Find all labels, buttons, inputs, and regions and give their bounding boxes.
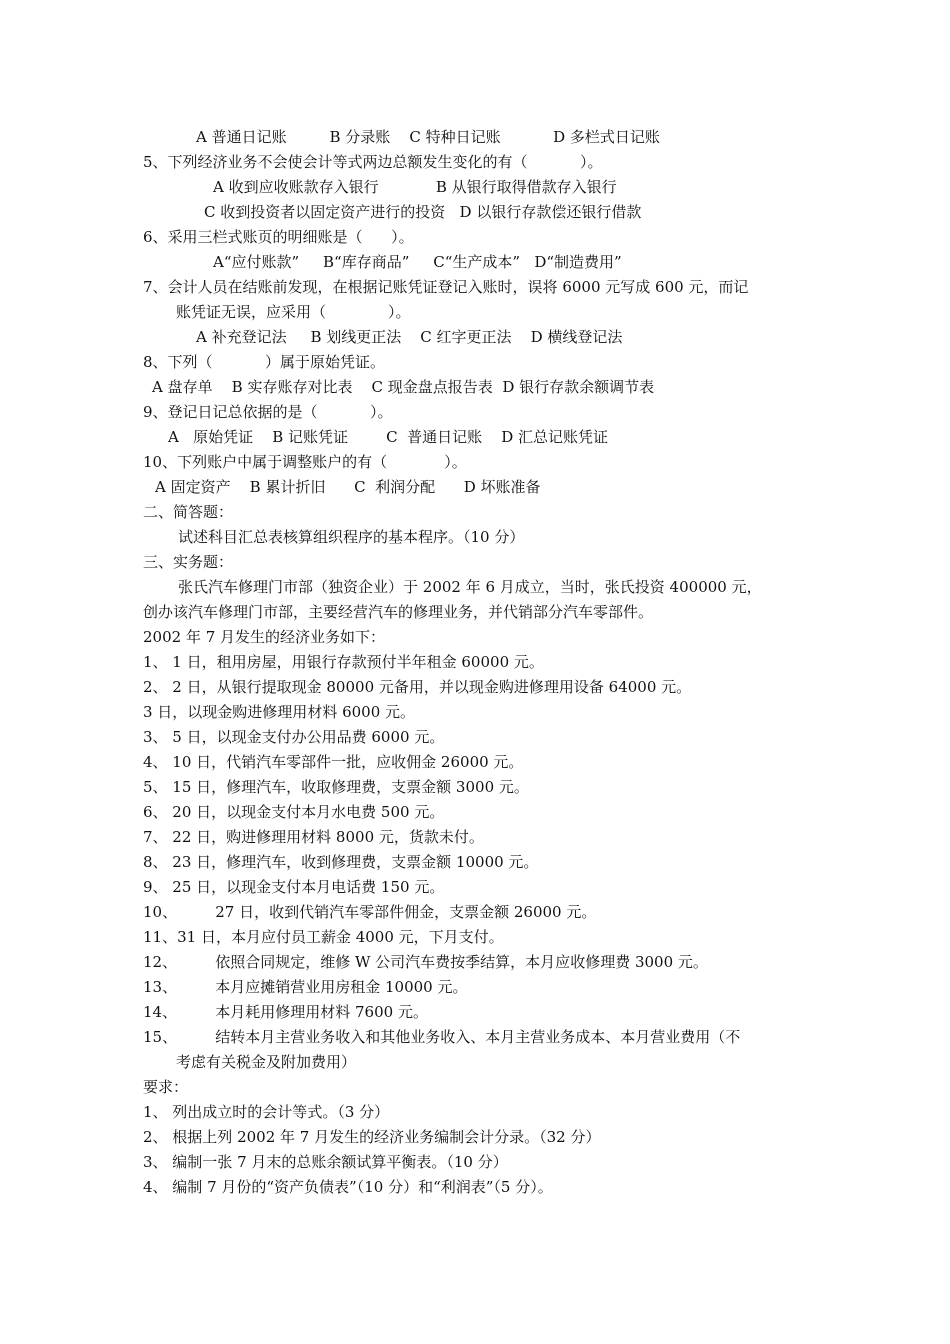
q5-options-line2: C 收到投资者以固定资产进行的投资 D 以银行存款偿还银行借款: [204, 203, 642, 221]
requirements-heading: 要求：: [143, 1078, 189, 1096]
q7-stem-line1: 7、会计人员在结账前发现，在根据记账凭证登记入账时，误将 6000 元写成 600 元，而记: [143, 278, 749, 296]
requirement-line: 4、 编制 7 月份的“资产负债表”（10 分）和“利润表”（5 分）。: [143, 1178, 553, 1196]
q10-options: A 固定资产 B 累计折旧 C 利润分配 D 坏账准备: [155, 478, 541, 496]
q4-options: A 普通日记账 B 分录账 C 特种日记账 D 多栏式日记账: [196, 128, 660, 146]
transaction-line: 5、 15 日，修理汽车，收取修理费，支票金额 3000 元。: [143, 778, 529, 796]
q7-stem-line2: 账凭证无误，应采用（ ）。: [176, 303, 411, 321]
q5-options-line1: A 收到应收账款存入银行 B 从银行取得借款存入银行: [213, 178, 617, 196]
q8-stem: 8、下列（ ）属于原始凭证。: [143, 353, 385, 371]
transaction-line: 12、 依照合同规定，维修 W 公司汽车费按季结算，本月应收修理费 3000 元。: [143, 953, 708, 971]
section-2-heading: 二、简答题：: [143, 503, 234, 521]
transaction-line: 3 日，以现金购进修理用材料 6000 元。: [143, 703, 416, 721]
transaction-line: 8、 23 日，修理汽车，收到修理费，支票金额 10000 元。: [143, 853, 539, 871]
transaction-line: 7、 22 日，购进修理用材料 8000 元，货款未付。: [143, 828, 484, 846]
section-3-intro-line1: 张氏汽车修理门市部（独资企业）于 2002 年 6 月成立，当时，张氏投资 400000 元，: [178, 578, 762, 596]
transaction-line: 4、 10 日，代销汽车零部件一批，应收佣金 26000 元。: [143, 753, 524, 771]
q8-options: A 盘存单 B 实存账存对比表 C 现金盘点报告表 D 银行存款余额调节表: [152, 378, 655, 396]
section-3-intro-line2: 创办该汽车修理门市部，主要经营汽车的修理业务，并代销部分汽车零部件。: [143, 603, 654, 621]
q6-stem: 6、采用三栏式账页的明细账是（ ）。: [143, 228, 414, 246]
section-3-heading: 三、实务题：: [143, 553, 234, 571]
transaction-15-continuation: 考虑有关税金及附加费用）: [176, 1053, 357, 1071]
q7-options: A 补充登记法 B 划线更正法 C 红字更正法 D 横线登记法: [196, 328, 623, 346]
transaction-line: 1、 1 日，租用房屋，用银行存款预付半年租金 60000 元。: [143, 653, 544, 671]
transaction-line: 13、 本月应摊销营业用房租金 10000 元。: [143, 978, 468, 996]
transaction-line: 2、 2 日，从银行提取现金 80000 元备用，并以现金购进修理用设备 64000 元。: [143, 678, 692, 696]
transaction-line: 6、 20 日，以现金支付本月水电费 500 元。: [143, 803, 445, 821]
q6-options: A“应付账款” B“库存商品” C“生产成本” D“制造费用”: [213, 253, 622, 271]
q10-stem: 10、下列账户中属于调整账户的有（ ）。: [143, 453, 467, 471]
requirement-line: 1、 列出成立时的会计等式。（3 分）: [143, 1103, 390, 1121]
q9-options: A 原始凭证 B 记账凭证 C 普通日记账 D 汇总记账凭证: [168, 428, 609, 446]
transaction-line: 10、 27 日，收到代销汽车零部件佣金，支票金额 26000 元。: [143, 903, 597, 921]
transaction-line: 15、 结转本月主营业务收入和其他业务收入、本月主营业务成本、本月营业费用（不: [143, 1028, 741, 1046]
requirement-line: 3、 编制一张 7 月末的总账余额试算平衡表。（10 分）: [143, 1153, 508, 1171]
transaction-line: 9、 25 日，以现金支付本月电话费 150 元。: [143, 878, 445, 896]
section-3-intro-line3: 2002 年 7 月发生的经济业务如下：: [143, 628, 386, 646]
transaction-line: 14、 本月耗用修理用材料 7600 元。: [143, 1003, 428, 1021]
requirement-line: 2、 根据上列 2002 年 7 月发生的经济业务编制会计分录。（32 分）: [143, 1128, 601, 1146]
q5-stem: 5、下列经济业务不会使会计等式两边总额发生变化的有（ ）。: [143, 153, 603, 171]
section-2-question: 试述科目汇总表核算组织程序的基本程序。（10 分）: [178, 528, 525, 546]
transaction-line: 3、 5 日，以现金支付办公用品费 6000 元。: [143, 728, 445, 746]
transaction-line: 11、31 日，本月应付员工薪金 4000 元，下月支付。: [143, 928, 504, 946]
q9-stem: 9、登记日记总依据的是（ ）。: [143, 403, 393, 421]
